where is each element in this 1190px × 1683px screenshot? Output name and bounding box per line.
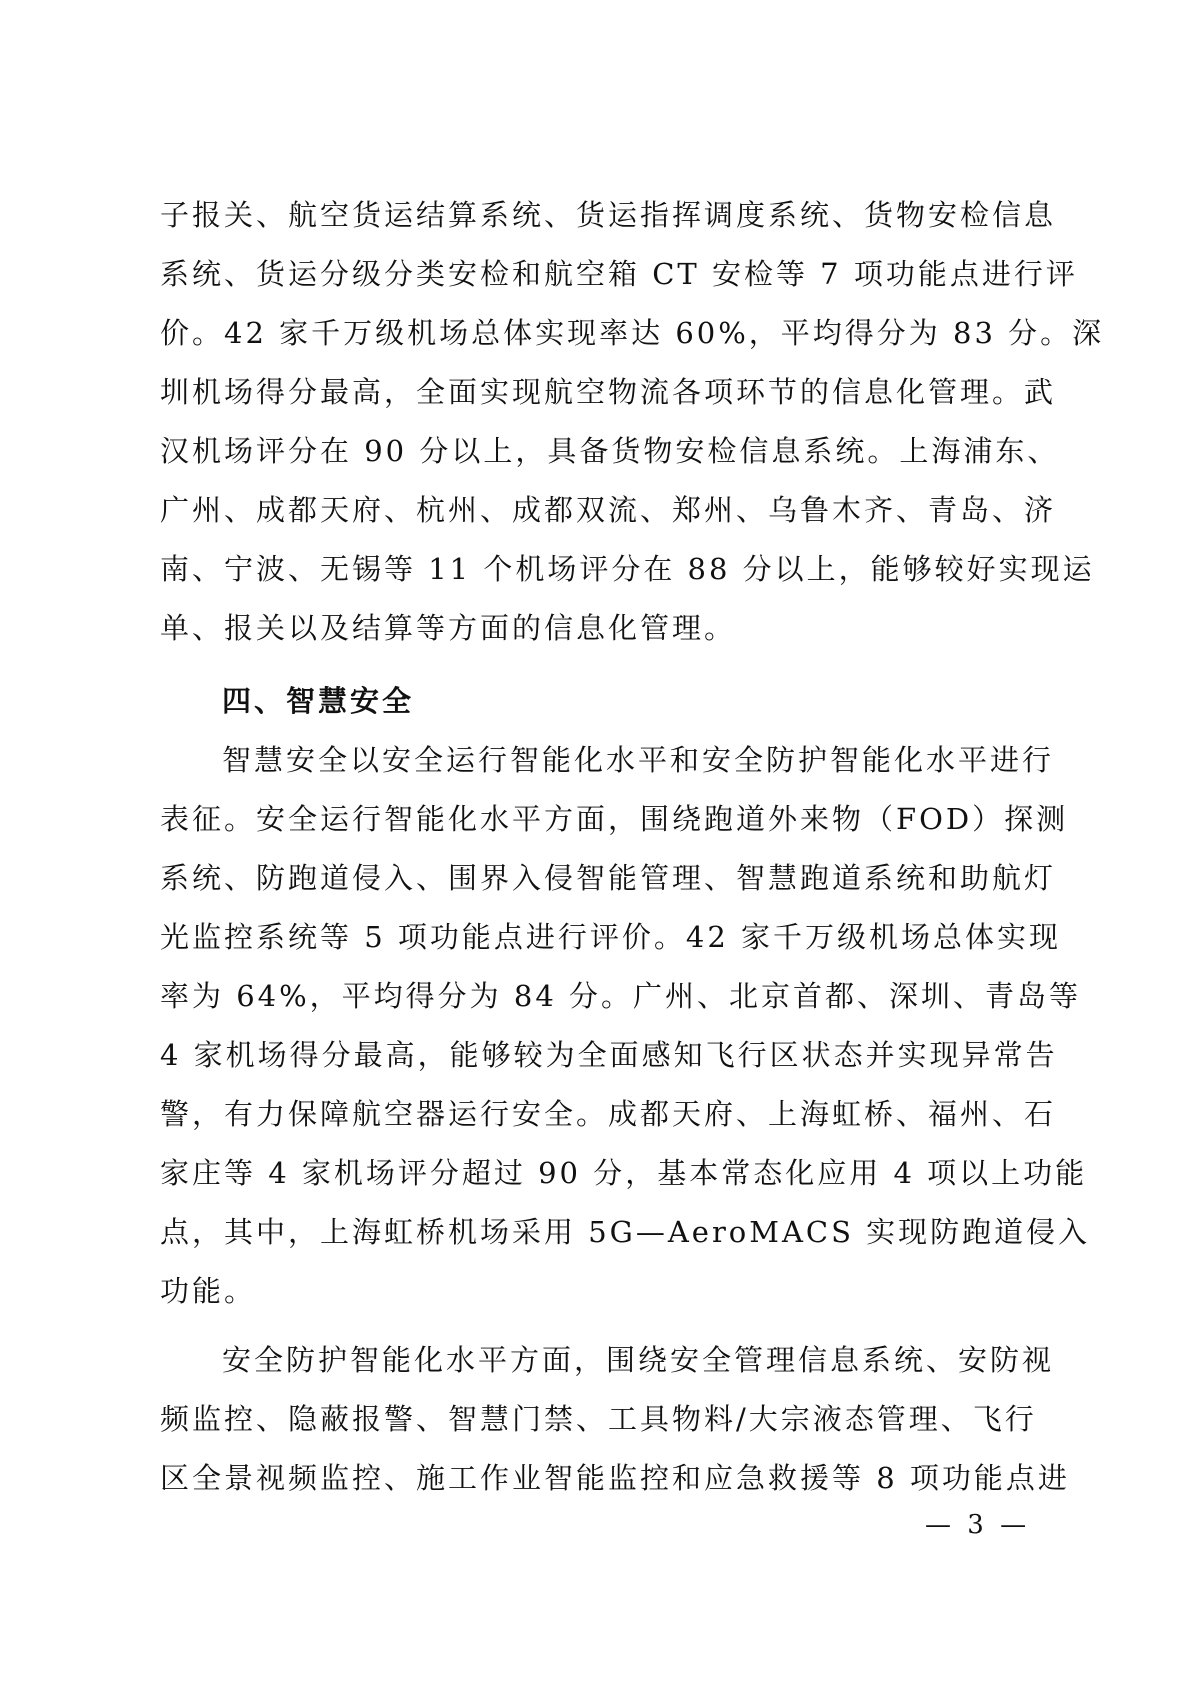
text-line: 子报关、航空货运结算系统、货运指挥调度系统、货物安检信息 bbox=[160, 198, 1057, 232]
text-line: 4 家机场得分最高，能够较为全面感知飞行区状态并实现异常告 bbox=[160, 1038, 1058, 1072]
text-line: 点，其中，上海虹桥机场采用 5G—AeroMACS 实现防跑道侵入 bbox=[160, 1215, 1091, 1249]
text-line: 广州、成都天府、杭州、成都双流、郑州、乌鲁木齐、青岛、济 bbox=[160, 493, 1057, 527]
text-line: 智慧安全以安全运行智能化水平和安全防护智能化水平进行 bbox=[222, 743, 1055, 777]
text-line: 单、报关以及结算等方面的信息化管理。 bbox=[160, 611, 737, 645]
text-line: 安全防护智能化水平方面，围绕安全管理信息系统、安防视 bbox=[222, 1343, 1055, 1377]
text-line: 圳机场得分最高，全面实现航空物流各项环节的信息化管理。武 bbox=[160, 375, 1057, 409]
text-line: 系统、防跑道侵入、围界入侵智能管理、智慧跑道系统和助航灯 bbox=[160, 861, 1057, 895]
paragraph-smart-safety bbox=[160, 731, 1091, 1321]
text-line: 率为 64%，平均得分为 84 分。广州、北京首都、深圳、青岛等 bbox=[160, 979, 1082, 1013]
text-line: 区全景视频监控、施工作业智能监控和应急救援等 8 项功能点进 bbox=[160, 1461, 1070, 1495]
text-line: 家庄等 4 家机场评分超过 90 分，基本常态化应用 4 项以上功能 bbox=[160, 1156, 1088, 1190]
page-number: — 3 — bbox=[925, 1510, 1031, 1540]
text-line: 警，有力保障航空器运行安全。成都天府、上海虹桥、福州、石 bbox=[160, 1097, 1057, 1131]
text-line: 频监控、隐蔽报警、智慧门禁、工具物料/大宗液态管理、飞行 bbox=[160, 1402, 1037, 1436]
text-line: 功能。 bbox=[160, 1274, 257, 1308]
section-heading: 四、智慧安全 bbox=[222, 684, 415, 718]
paragraph-cargo-informatization bbox=[160, 186, 1105, 658]
text-line: 价。42 家千万级机场总体实现率达 60%，平均得分为 83 分。深 bbox=[160, 316, 1105, 350]
text-line: 表征。安全运行智能化水平方面，围绕跑道外来物（FOD）探测 bbox=[160, 802, 1069, 836]
text-line: 南、宁波、无锡等 11 个机场评分在 88 分以上，能够较好实现运 bbox=[160, 552, 1095, 586]
text-line: 汉机场评分在 90 分以上，具备货物安检信息系统。上海浦东、 bbox=[160, 434, 1060, 468]
paragraph-security-protection bbox=[160, 1331, 1070, 1508]
text-line: 光监控系统等 5 项功能点进行评价。42 家千万级机场总体实现 bbox=[160, 920, 1062, 954]
text-line: 系统、货运分级分类安检和航空箱 CT 安检等 7 项功能点进行评 bbox=[160, 257, 1078, 291]
